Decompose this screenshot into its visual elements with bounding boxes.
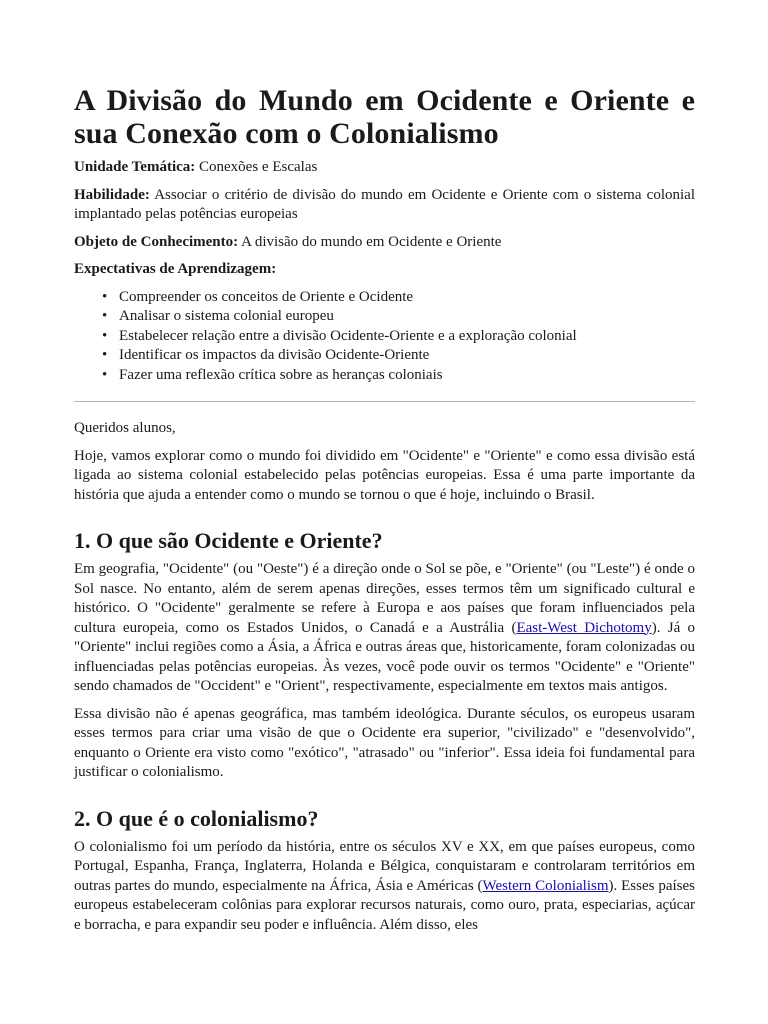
unidade-label: Unidade Temática: xyxy=(74,159,196,175)
expectativas xyxy=(74,260,695,280)
objeto-conhecimento xyxy=(74,233,695,253)
divider xyxy=(74,401,695,402)
section-1-paragraph-1 xyxy=(74,560,695,697)
document xyxy=(74,84,695,943)
habilidade-value: Associar o critério de divisão do mundo em Ocidente e Oriente com o sistema colonial implantado pelas potências europeias xyxy=(74,186,695,222)
intro-paragraph: Hoje, vamos explorar como o mundo foi dividido em "Ocidente" e "Oriente" e como essa divisão está ligada ao sistema colonial estabelecido pelas potências europeias. Essa é uma parte importante da história que ajuda a entender como o mundo se tornou o que é hoje, incluindo o Brasil. xyxy=(74,447,695,503)
objeto-value: A divisão do mundo em Ocidente e Oriente xyxy=(241,233,502,250)
expectativas-list xyxy=(74,288,695,386)
page-title: A Divisão do Mundo em Ocidente e Oriente e sua Conexão com o Colonialismo xyxy=(74,84,695,150)
greeting: Queridos alunos, xyxy=(74,420,176,436)
habilidade-label: Habilidade: xyxy=(74,186,150,203)
section-2-paragraph-1 xyxy=(74,838,695,936)
list-item: • Identificar os impactos da divisão Ocidente-Oriente xyxy=(119,346,695,366)
text-span: Em geografia, "Ocidente" (ou "Oeste") é a direção onde o Sol se põe, e "Oriente" (ou "Leste") é onde o Sol nasce. No entanto, além de serem apenas direções, esses termos têm um significado cultural e histórico. O "Ocidente" geralmente se refere à Europa e aos países que foram influenciados pela cultura europeia, como os Estados Unidos, o Canadá e a Austrália ( xyxy=(74,561,695,636)
unidade-value: Conexões e Escalas xyxy=(199,159,318,175)
section-1-paragraph-2: Essa divisão não é apenas geográfica, mas também ideológica. Durante séculos, os europeus usaram esses termos para criar uma visão de que o Ocidente era superior, "civilizado" e "desenvolvido", enquanto o Oriente era visto como "exótico", "atrasado" ou "inferior". Essa ideia foi fundamental para justificar o colonialismo. xyxy=(74,705,695,780)
unidade-tematica xyxy=(74,158,695,178)
text-span: ). Já o "Oriente" inclui regiões como a Ásia, a África e outras áreas que, historicamente, foram colonizadas ou influenciadas pelas potências europeias. Às vezes, você pode ouvir os termos "Ocidente" e "Oriente" sendo chamados de "Occident" e "Orient", respectivamente, especialmente em textos mais antigos. xyxy=(74,619,696,694)
text-span: O colonialismo foi um período da história, entre os séculos XV e XX, em que países europeus, como Portugal, Espanha, França, Inglaterra, Holanda e Bélgica, conquistaram e controlaram territórios em outras partes do mundo, especialmente na África, Ásia e Américas ( xyxy=(74,838,695,894)
list-item: • Estabelecer relação entre a divisão Ocidente-Oriente e a exploração colonial xyxy=(119,327,695,347)
list-item: • Fazer uma reflexão crítica sobre as heranças coloniais xyxy=(119,366,695,386)
western-colonialism-link[interactable]: Western Colonialism xyxy=(482,877,609,894)
east-west-dichotomy-link[interactable]: East-West Dichotomy xyxy=(516,619,652,636)
section-2-heading: 2. O que é o colonialismo? xyxy=(74,805,319,831)
list-item: • Analisar o sistema colonial europeu xyxy=(119,307,695,327)
list-item: • Compreender os conceitos de Oriente e Ocidente xyxy=(119,288,695,308)
expectativas-label: Expectativas de Aprendizagem: xyxy=(74,261,277,277)
objeto-label: Objeto de Conhecimento: xyxy=(74,233,239,250)
text-span: ). Esses países europeus estabeleceram colônias para explorar recursos naturais, como ouro, prata, especiarias, açúcar e borracha, e para expandir seu poder e influência. Além disso, eles xyxy=(74,877,695,933)
habilidade xyxy=(74,186,695,225)
section-1-heading: 1. O que são Ocidente e Oriente? xyxy=(74,528,383,553)
